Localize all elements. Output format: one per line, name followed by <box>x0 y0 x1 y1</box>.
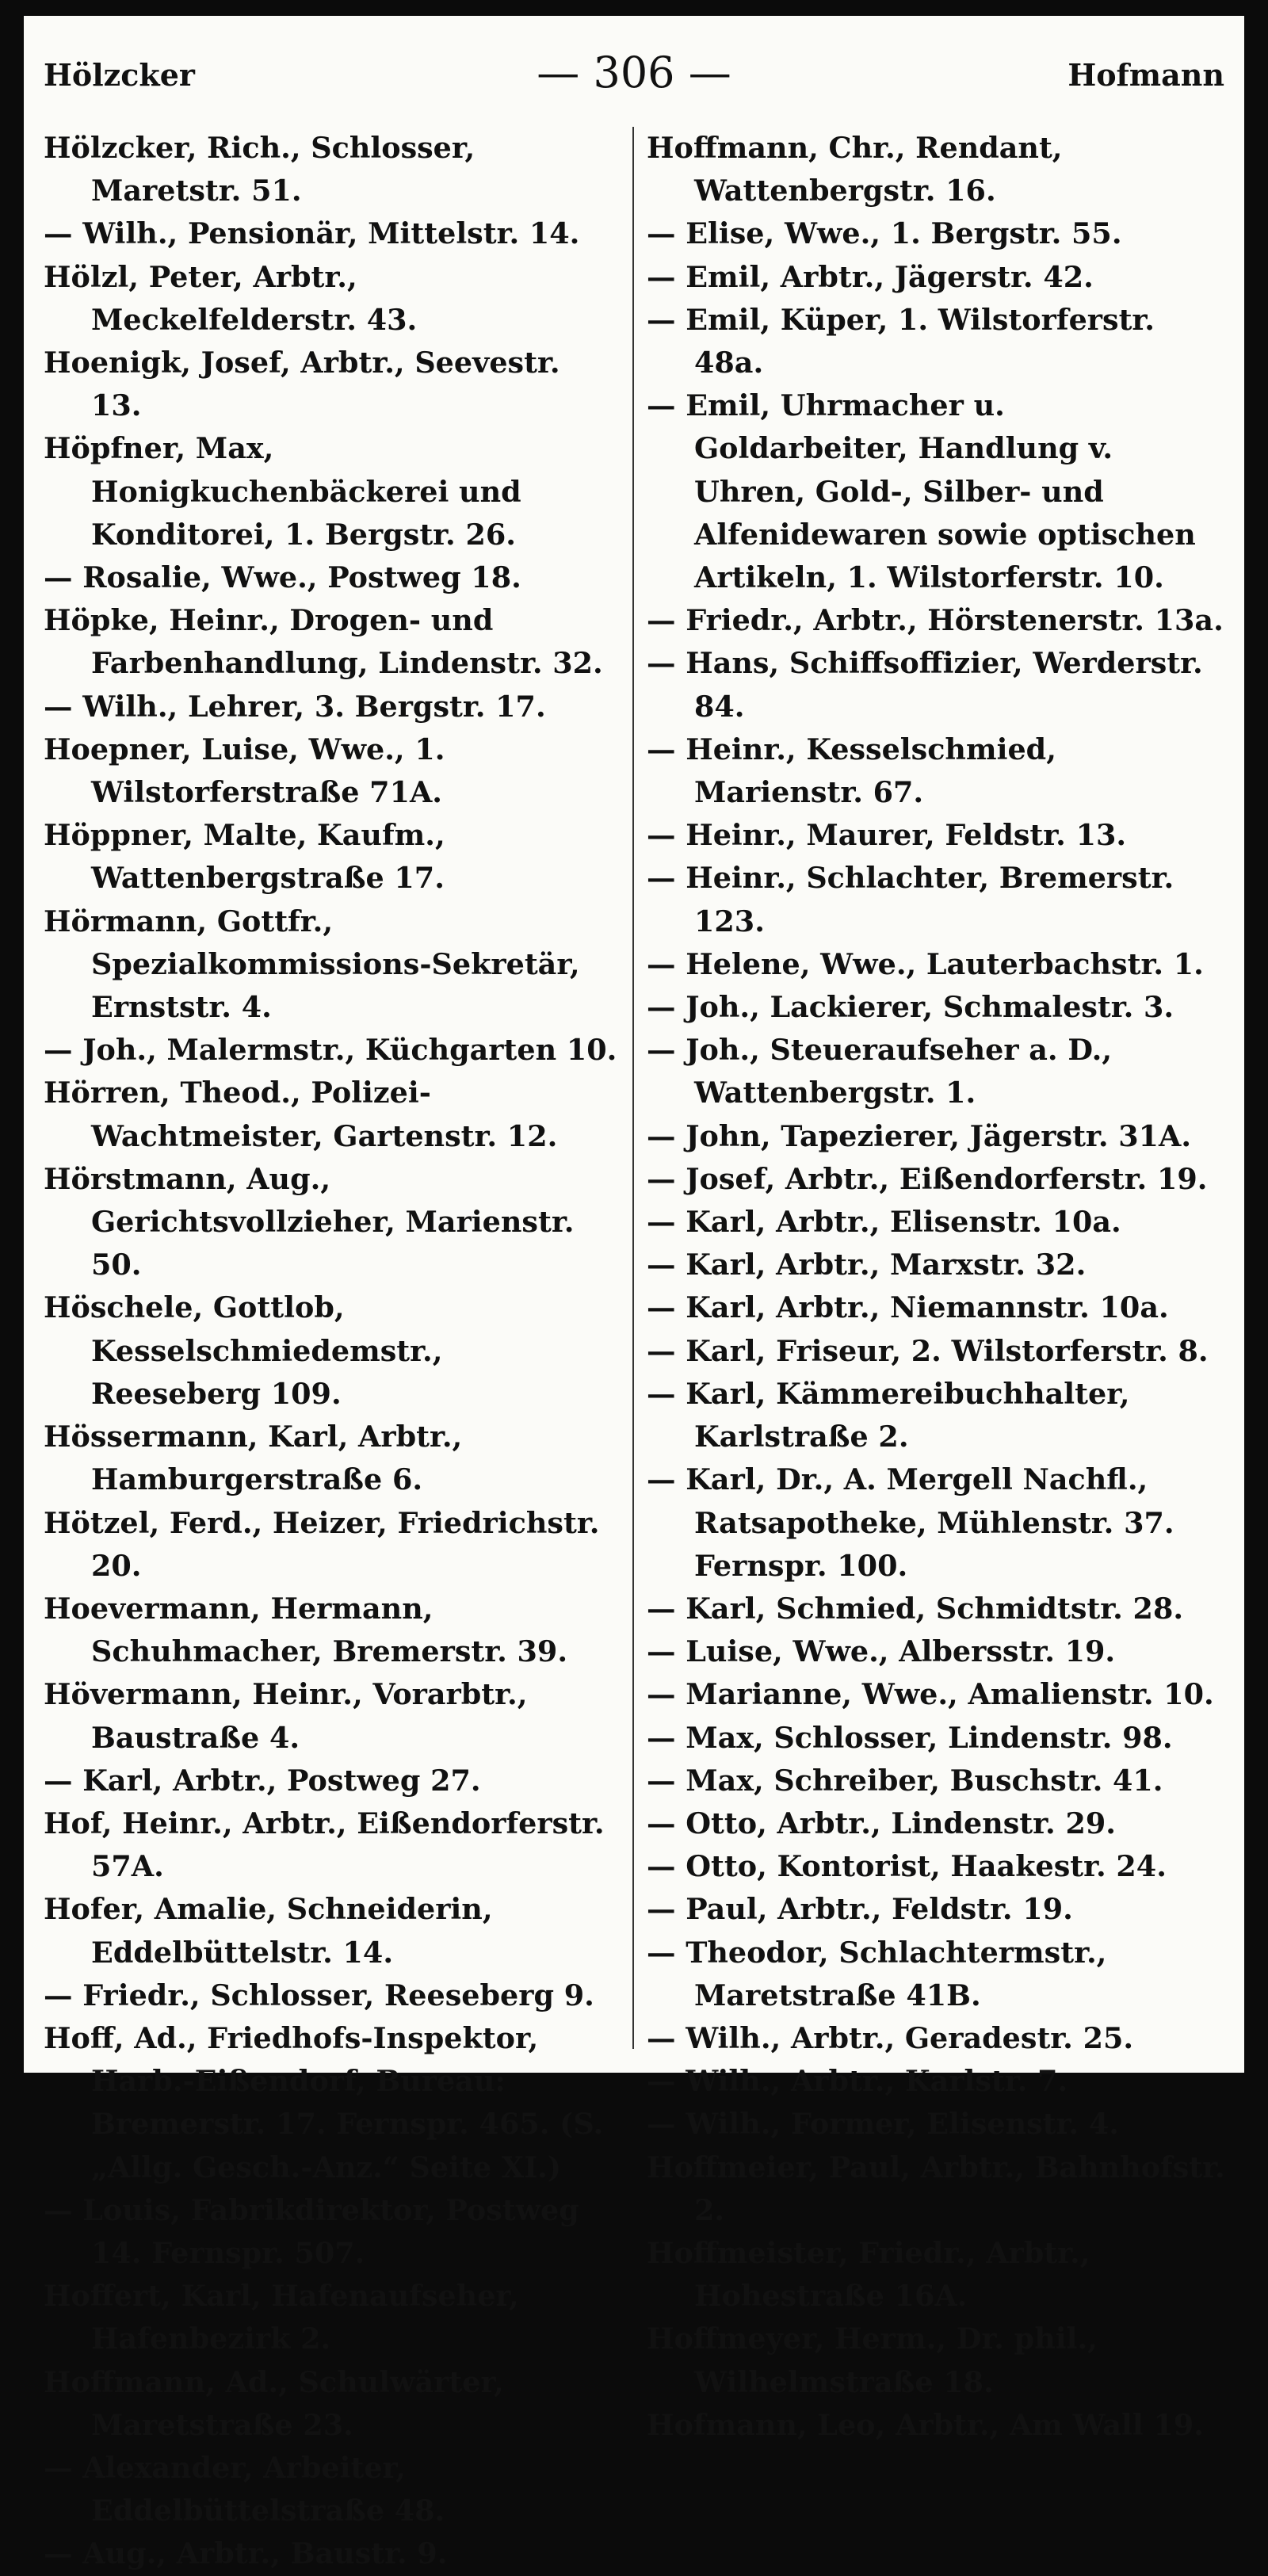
directory-entry: — Alexander, Arbeiter, Eddelbüttelstraße 48. <box>44 2450 445 2528</box>
directory-entry: Hörmann, Gottfr., Spezialkommissions-Sekretär, Ernststr. 4. <box>44 904 580 1025</box>
directory-entry: — Friedr., Schlosser, Reeseberg 9. <box>44 1978 594 2012</box>
directory-entry: Hoffmeier, Paul, Arbtr., Bahnhofstr. 2. <box>647 2150 1225 2227</box>
column-divider <box>632 127 634 2049</box>
directory-entry: — Karl, Arbtr., Postweg 27. <box>44 1763 481 1798</box>
directory-entry: — Elise, Wwe., 1. Bergstr. 55. <box>647 216 1122 251</box>
directory-entry: — Helene, Wwe., Lauterbachstr. 1. <box>647 946 1204 981</box>
directory-entry: — Max, Schlosser, Lindenstr. 98. <box>647 1720 1173 1755</box>
directory-entry: Hoffmann, Chr., Rendant, Wattenbergstr. 16. <box>647 131 1063 208</box>
directory-entry: — Otto, Arbtr., Lindenstr. 29. <box>647 1806 1116 1840</box>
directory-entry: — Karl, Arbtr., Marxstr. 32. <box>647 1248 1087 1282</box>
directory-entry: — Emil, Küper, 1. Wilstorferstr. 48a. <box>647 302 1155 380</box>
directory-entry: Höschele, Gottlob, Kesselschmiedemstr., Reeseberg 109. <box>44 1290 443 1411</box>
directory-entry: — Wilh., Lehrer, 3. Bergstr. 17. <box>44 689 546 724</box>
directory-entry: Hoffmeister, Friedr., Arbtr., Hohestraße 16A. <box>647 2235 1090 2314</box>
directory-entry: — Marianne, Wwe., Amalienstr. 10. <box>647 1677 1214 1712</box>
directory-page <box>24 16 1244 2571</box>
directory-entry: — Emil, Arbtr., Jägerstr. 42. <box>647 259 1094 294</box>
directory-entry: Hölzcker, Rich., Schlosser, Maretstr. 51. <box>44 131 476 208</box>
directory-entry: — John, Tapezierer, Jägerstr. 31A. <box>647 1118 1192 1153</box>
directory-entry: Hof, Heinr., Arbtr., Eißendorferstr. 57A. <box>44 1806 605 1884</box>
directory-entry: Hössermann, Karl, Arbtr., Hamburgerstraße 6. <box>44 1420 463 1497</box>
directory-entry: — Karl, Arbtr., Niemannstr. 10a. <box>647 1290 1169 1325</box>
running-head-left: Hölzcker <box>44 57 195 93</box>
directory-entry: Hörstmann, Aug., Gerichtsvollzieher, Marienstr. 50. <box>44 1161 575 1282</box>
directory-entry: — Paul, Arbtr., Feldstr. 19. <box>647 1892 1073 1927</box>
page-number: — 306 — <box>537 48 731 97</box>
directory-entry: — Friedr., Arbtr., Hörstenerstr. 13a. <box>647 603 1224 638</box>
directory-entry: Hölzl, Peter, Arbtr., Meckelfelderstr. 43. <box>44 259 418 337</box>
directory-entry: — Joh., Steueraufseher a. D., Wattenbergstr. 1. <box>647 1033 1113 1110</box>
directory-entry: Hoenigk, Josef, Arbtr., Seevestr. 13. <box>44 346 560 423</box>
directory-entry: — Joh., Malermstr., Küchgarten 10. <box>44 1033 617 1068</box>
directory-entry: — Wilh., Pensionär, Mittelstr. 14. <box>44 216 580 251</box>
running-head-right: Hofmann <box>1067 57 1224 93</box>
directory-entry: — Luise, Wwe., Albersstr. 19. <box>647 1634 1116 1669</box>
directory-entry: Hofer, Amalie, Schneiderin, Eddelbüttelstr. 14. <box>44 1892 493 1970</box>
left-column <box>44 127 619 2571</box>
page-header <box>44 48 1224 103</box>
directory-entry: — Theodor, Schlachtermstr., Maretstraße 41B. <box>647 1935 1107 2012</box>
right-column <box>647 127 1225 2442</box>
directory-entry: — Karl, Dr., A. Mergell Nachfl., Ratsapotheke, Mühlenstr. 37. Fernspr. 100. <box>647 1462 1174 1583</box>
directory-entry: — Otto, Kontorist, Haakestr. 24. <box>647 1849 1167 1884</box>
directory-entry: Höpke, Heinr., Drogen- und Farbenhandlung, Lindenstr. 32. <box>44 603 603 681</box>
directory-entry: Hoffmann, Ad., Schulwärter, Maretstraße 23. <box>44 2364 504 2442</box>
directory-entry: Hövermann, Heinr., Vorarbtr., Baustraße 4. <box>44 1677 528 1755</box>
directory-entry: Hoff, Ad., Friedhofs-Inspektor, Harb.-Eißendorf, Bureau: Bremerstr. 17. Fernspr. 465. (S. „Allg. Gesch.-Anz.“ Seite XI.) <box>44 2020 604 2184</box>
directory-entry: Hoevermann, Hermann, Schuhmacher, Bremerstr. 39. <box>44 1591 568 1669</box>
directory-entry: — Heinr., Kesselschmied, Marienstr. 67. <box>647 732 1056 810</box>
directory-entry: Höpfner, Max, Honigkuchenbäckerei und Konditorei, 1. Bergstr. 26. <box>44 431 521 552</box>
directory-entry: — Rosalie, Wwe., Postweg 18. <box>44 560 521 595</box>
directory-entry: — Hans, Schiffsoffizier, Werderstr. 84. <box>647 646 1203 724</box>
directory-entry: Hoffert, Karl, Hafenaufseher, Hafenbezirk 2. <box>44 2279 519 2356</box>
directory-entry: — Karl, Friseur, 2. Wilstorferstr. 8. <box>647 1333 1209 1368</box>
directory-entry: Hoepner, Luise, Wwe., 1. Wilstorferstraße 71A. <box>44 732 445 810</box>
directory-entry: — Max, Schreiber, Buschstr. 41. <box>647 1763 1163 1798</box>
directory-entry: — Karl, Schmied, Schmidtstr. 28. <box>647 1591 1184 1626</box>
directory-entry: — Heinr., Maurer, Feldstr. 13. <box>647 818 1127 853</box>
directory-entry: — Heinr., Schlachter, Bremerstr. 123. <box>647 861 1174 938</box>
directory-entry: — Emil, Uhrmacher u. Goldarbeiter, Handlung v. Uhren, Gold-, Silber- und Alfenidewaren sowie optischen Artikeln, 1. Wilstorferstr. 10. <box>647 388 1196 595</box>
directory-entry: — Karl, Kämmereibuchhalter, Karlstraße 2. <box>647 1376 1130 1454</box>
directory-entry: — Wilh., Arbtr., Karlstr. 7. <box>647 2064 1068 2099</box>
directory-entry: — Louis, Fabrikdirektor, Postweg 14. Fernspr. 507. <box>44 2192 579 2270</box>
directory-entry: Hofmann, Leo, Arbtr., Am Wall 19. <box>647 2407 1204 2442</box>
directory-entry: — Josef, Arbtr., Eißendorferstr. 19. <box>647 1161 1208 1196</box>
directory-entry: Höppner, Malte, Kaufm., Wattenbergstraße 17. <box>44 818 445 896</box>
directory-entry: Hötzel, Ferd., Heizer, Friedrichstr. 20. <box>44 1505 600 1583</box>
directory-entry: — Joh., Lackierer, Schmalestr. 3. <box>647 990 1174 1025</box>
directory-entry: Hoffmeyer, Herm., Dr. phil., Wilhelmstraße 18. <box>647 2322 1098 2399</box>
directory-entry: — Wilh., Arbtr., Geradestr. 25. <box>647 2020 1134 2055</box>
directory-entry: — Karl, Arbtr., Elisenstr. 10a. <box>647 1205 1121 1240</box>
directory-entry: Hörren, Theod., Polizei-Wachtmeister, Gartenstr. 12. <box>44 1076 558 1153</box>
directory-entry: — Aug., Arbtr., Baustr. 9. <box>44 2536 448 2571</box>
directory-entry: — Wilh., Former, Elisenstr. 4. <box>647 2107 1119 2142</box>
